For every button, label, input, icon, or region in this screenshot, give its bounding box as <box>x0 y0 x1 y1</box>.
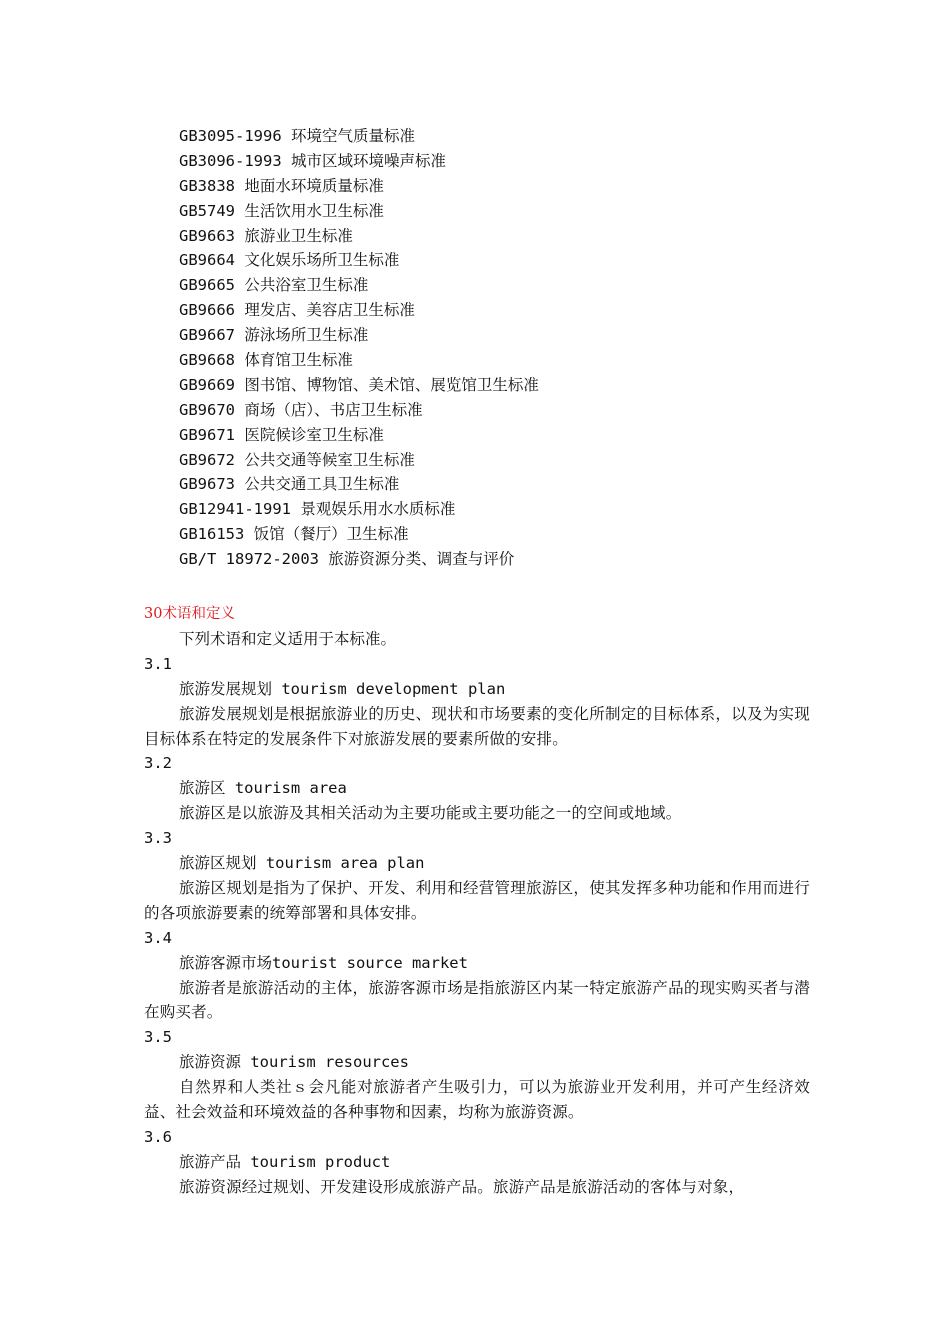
term-title: 旅游产品 tourism product <box>179 1152 391 1171</box>
term-number: 3.6 <box>144 1127 172 1146</box>
term-definition: 自然界和人类社ｓ会凡能对旅游者产生吸引力，可以为旅游业开发利用，并可产生经济效益、社会效益和环境效益的各种事物和因素，均称为旅游资源。 <box>144 1078 810 1122</box>
section-intro: 下列术语和定义适用于本标准。 <box>179 629 397 648</box>
term-title: 旅游客源市场tourist source market <box>179 953 468 972</box>
reference-item: GB5749 生活饮用水卫生标准 <box>179 201 384 220</box>
section-heading: 30术语和定义 <box>144 606 235 622</box>
reference-item: GB9667 游泳场所卫生标准 <box>179 326 369 345</box>
term-definition: 旅游发展规划是根据旅游业的历史、现状和市场要素的变化所制定的目标体系，以及为实现目标体系在特定的发展条件下对旅游发展的要素所做的安排。 <box>144 704 810 748</box>
terms-section <box>144 602 810 1200</box>
reference-item: GB9666 理发店、美容店卫生标准 <box>179 301 415 320</box>
reference-item: GB9664 文化娱乐场所卫生标准 <box>179 251 400 270</box>
reference-item: GB9672 公共交通等候室卫生标准 <box>179 450 415 469</box>
term-definition: 旅游者是旅游活动的主体，旅游客源市场是指旅游区内某一特定旅游产品的现实购买者与潜在购买者。 <box>144 978 810 1022</box>
term-number: 3.3 <box>144 829 172 848</box>
term-definition: 旅游区规划是指为了保护、开发、利用和经营管理旅游区，使其发挥多种功能和作用而进行的各项旅游要素的统筹部署和具体安排。 <box>144 878 810 922</box>
term-title: 旅游发展规划 tourism development plan <box>179 679 506 698</box>
reference-item: GB9668 体育馆卫生标准 <box>179 351 353 370</box>
term-number: 3.5 <box>144 1028 172 1047</box>
reference-item: GB/T 18972-2003 旅游资源分类、调查与评价 <box>179 550 515 569</box>
term-definition: 旅游资源经过规划、开发建设形成旅游产品。旅游产品是旅游活动的客体与对象， <box>179 1177 745 1196</box>
term-definition: 旅游区是以旅游及其相关活动为主要功能或主要功能之一的空间或地域。 <box>179 804 682 823</box>
reference-item: GB12941-1991 景观娱乐用水水质标准 <box>179 500 456 519</box>
reference-item: GB3096-1993 城市区域环境噪声标准 <box>179 151 446 170</box>
term-number: 3.2 <box>144 754 172 773</box>
reference-item: GB9673 公共交通工具卫生标准 <box>179 475 400 494</box>
reference-item: GB9665 公共浴室卫生标准 <box>179 276 369 295</box>
term-number: 3.1 <box>144 654 172 673</box>
reference-item: GB9669 图书馆、博物馆、美术馆、展览馆卫生标准 <box>179 375 539 394</box>
reference-item: GB9670 商场（店）、书店卫生标准 <box>179 400 423 419</box>
term-title: 旅游区 tourism area <box>179 779 347 798</box>
reference-item: GB9663 旅游业卫生标准 <box>179 226 353 245</box>
reference-item: GB9671 医院候诊室卫生标准 <box>179 425 384 444</box>
term-number: 3.4 <box>144 928 172 947</box>
term-title: 旅游资源 tourism resources <box>179 1053 409 1072</box>
normative-references-list <box>179 124 879 572</box>
reference-item: GB3095-1996 环境空气质量标准 <box>179 127 415 145</box>
reference-item: GB3838 地面水环境质量标准 <box>179 176 384 195</box>
reference-item: GB16153 饭馆（餐厅）卫生标准 <box>179 525 409 544</box>
term-title: 旅游区规划 tourism area plan <box>179 854 425 872</box>
